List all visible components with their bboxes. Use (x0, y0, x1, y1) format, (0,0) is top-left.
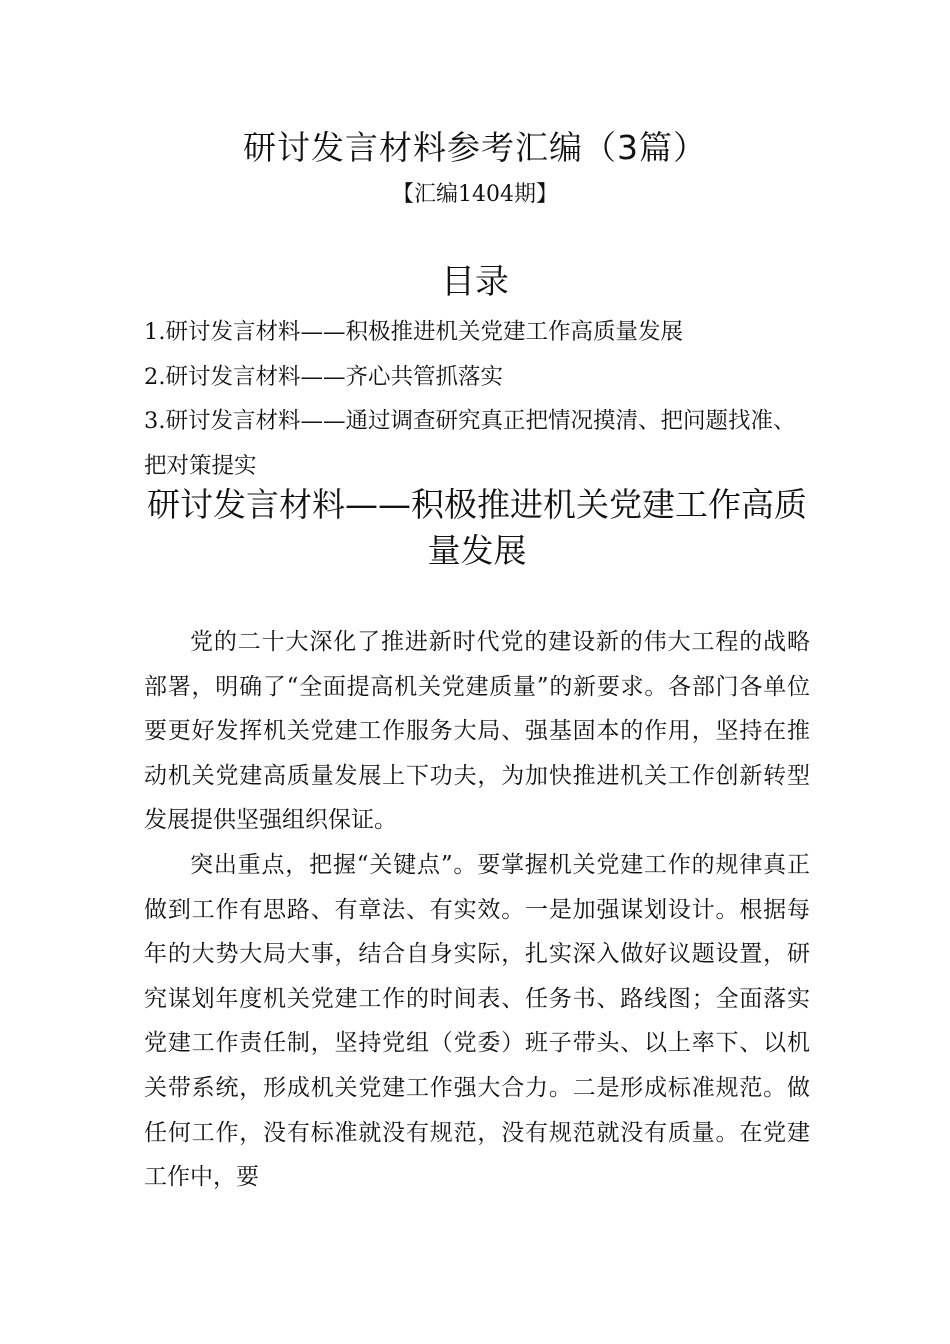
article-body (144, 620, 810, 1200)
article-title: 研讨发言材料——积极推进机关党建工作高质量发展 (147, 485, 807, 570)
toc-item: 3.研讨发言材料——通过调查研究真正把情况摸清、把问题找准、把对策提实 (144, 408, 796, 479)
document-title: 研讨发言材料参考汇编（3篇） (243, 128, 707, 167)
table-of-contents (144, 310, 810, 488)
toc-item: 2.研讨发言材料——齐心共管抓落实 (144, 363, 503, 390)
toc-heading: 目录 (441, 262, 509, 302)
body-paragraph: 突出重点，把握“关键点”。要掌握机关党建工作的规律真正做到工作有思路、有章法、有实效。一是加强谋划设计。根据每年的大势大局大事，结合自身实际，扎实深入做好议题设置，研究谋划年度机关党建工作的时间表、任务书、路线图；全面落实党建工作责任制，坚持党组（党委）班子带头、以上率下、以机关带系统，形成机关党建工作强大合力。二是形成标准规范。做任何工作，没有标准就没有规范，没有规范就没有质量。在党建工作中，要 (144, 851, 810, 1191)
issue-number: 【汇编1404期】 (392, 182, 558, 207)
toc-item: 1.研讨发言材料——积极推进机关党建工作高质量发展 (144, 319, 683, 345)
body-paragraph: 党的二十大深化了推进新时代党的建设新的伟大工程的战略部署，明确了“全面提高机关党建质量”的新要求。各部门各单位要更好发挥机关党建工作服务大局、强基固本的作用，坚持在推动机关党建高质量发展上下功夫，为加快推进机关工作创新转型发展提供坚强组织保证。 (144, 629, 810, 834)
